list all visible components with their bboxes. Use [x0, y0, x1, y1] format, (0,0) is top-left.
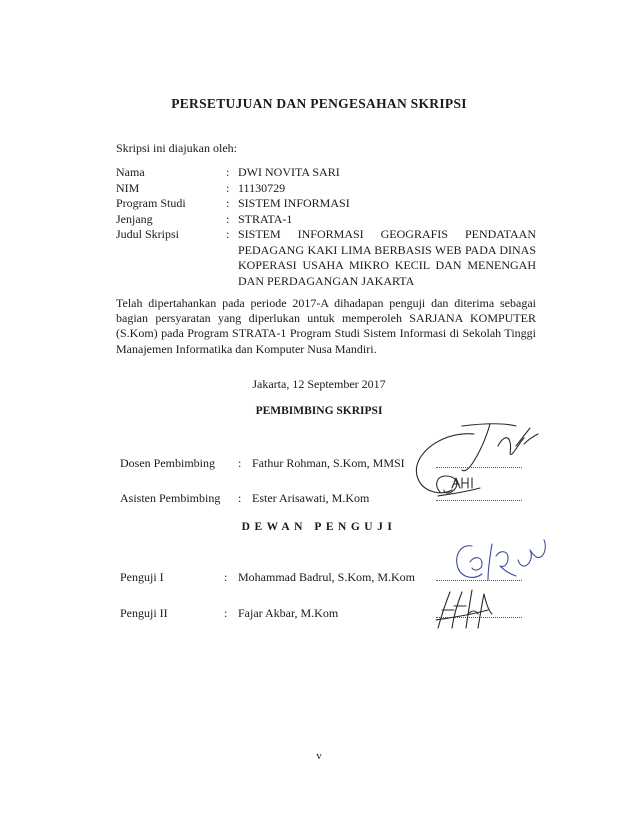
info-label: Nama — [116, 165, 145, 179]
signature-image — [430, 470, 490, 500]
person-name: Ester Arisawati, M.Kom — [252, 491, 370, 505]
page-title: PERSETUJUAN DAN PENGESAHAN SKRIPSI — [171, 96, 467, 111]
person-name: Fathur Rohman, S.Kom, MMSI — [252, 456, 405, 470]
info-colon: : — [226, 180, 230, 195]
approval-date: Jakarta, 12 September 2017 — [252, 377, 386, 391]
colon: : — [224, 606, 228, 620]
info-value: DWI NOVITA SARI — [238, 165, 340, 179]
signature-row-penguji-1 — [120, 570, 415, 585]
pembimbing-heading: PEMBIMBING SKRIPSI — [255, 405, 383, 417]
signature-row-penguji-2 — [120, 606, 338, 621]
student-info — [116, 165, 536, 289]
info-label: Program Studi — [116, 196, 186, 210]
info-row-nim — [116, 181, 536, 197]
info-value: 11130729 — [238, 180, 286, 195]
info-value: SISTEM INFORMASI — [238, 196, 350, 210]
info-label: Judul Skripsi — [116, 227, 180, 241]
signature-image — [452, 536, 552, 586]
info-colon: : — [226, 196, 230, 210]
signature-row-dosen-pembimbing — [120, 456, 405, 471]
person-name: Mohammad Badrul, S.Kom, M.Kom — [238, 570, 415, 584]
info-colon: : — [226, 165, 230, 179]
approval-paragraph: Telah dipertahankan pada periode 2017-A dihadapan penguji dan diterima sebagai bagian persyaratan yang diperlukan untuk memperoleh SARJANA KOMPUTER (S.Kom) pada Program STRATA-1 Program Studi Sistem Informasi di Sekolah Tinggi Manajemen Informatika dan Komputer Nusa Mandiri. — [116, 296, 536, 356]
role-label: Penguji I — [120, 570, 164, 584]
colon: : — [238, 491, 242, 505]
penguji-heading: DEWAN PENGUJI — [241, 521, 397, 533]
signature-line — [436, 500, 522, 501]
info-colon: : — [226, 227, 230, 241]
signature-row-asisten-pembimbing — [120, 491, 369, 506]
person-name: Fajar Akbar, M.Kom — [238, 606, 339, 620]
info-row-judul-skripsi — [116, 227, 536, 289]
role-label: Penguji II — [120, 606, 168, 620]
signature-image — [432, 584, 496, 636]
role-label: Asisten Pembimbing — [120, 491, 221, 505]
colon: : — [238, 456, 242, 470]
info-row-program-studi — [116, 196, 536, 212]
info-colon: : — [226, 211, 230, 226]
info-row-jenjang — [116, 212, 536, 228]
intro-text: Skripsi ini diajukan oleh: — [116, 141, 237, 155]
role-label: Dosen Pembimbing — [120, 456, 215, 470]
colon: : — [224, 570, 228, 584]
info-row-nama — [116, 165, 536, 181]
page-number: v — [316, 750, 322, 762]
info-label: NIM — [116, 180, 140, 195]
info-label: Jenjang — [116, 211, 153, 226]
info-value: STRATA-1 — [238, 211, 293, 226]
info-value-title: SISTEM INFORMASI GEOGRAFIS PENDATAAN PEDAGANG KAKI LIMA BERBASIS WEB PADA DINAS KOPERASI USAHA MIKRO KECIL DAN MENENGAH DAN PERDAGANGAN JAKARTA — [238, 227, 536, 288]
